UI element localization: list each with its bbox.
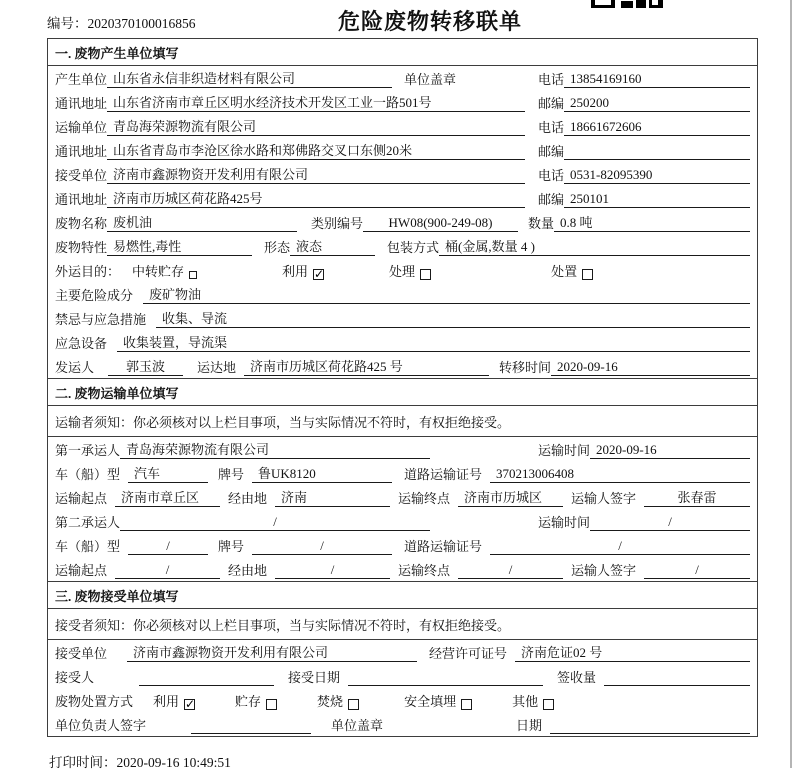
- transport-time1-label: 运输时间: [538, 443, 591, 458]
- transporter-row: [48, 114, 757, 138]
- destination-label: 运达地: [197, 360, 237, 375]
- waste-characteristics-row: [48, 234, 757, 258]
- via1-label: 经由地: [228, 491, 268, 506]
- producer-address-label: 通讯地址: [55, 96, 108, 111]
- plate1-label: 牌号: [218, 467, 245, 482]
- via1-value: 济南: [275, 490, 390, 507]
- producer-label: 产生单位: [55, 72, 108, 87]
- producer-postcode-label: 邮编: [538, 96, 565, 111]
- emergency-measures-row: [48, 306, 757, 330]
- purpose-liyong-checkbox-icon: [313, 269, 324, 280]
- disposal-method-row: [48, 688, 757, 712]
- permit-label: 经营许可证号: [429, 646, 508, 661]
- hazard-label: 主要危险成分: [55, 288, 134, 303]
- print-time-label: 打印时间：: [49, 755, 117, 770]
- acceptor-label: 接受人: [55, 670, 95, 685]
- transporter-label: 运输单位: [55, 120, 108, 135]
- carrier2-value: /: [120, 514, 430, 531]
- receipt-qty-label: 签收量: [557, 670, 597, 685]
- transporter-notice: 运输者须知：你必须核对以上栏目事项，当与实际情况不符时，有权拒绝接受。: [48, 406, 757, 437]
- receipt-qty-value: [604, 671, 750, 686]
- producer-row: [48, 66, 757, 90]
- receiver-postcode-label: 邮编: [538, 192, 565, 207]
- carrier2-label: 第二承运人: [55, 515, 121, 530]
- sign1-label: 运输人签字: [571, 491, 637, 506]
- purpose-zhongzhuan-checkbox-icon: [189, 271, 197, 279]
- disposal-option-qita: 其他: [512, 694, 539, 709]
- receiver-address-value: 济南市历城区荷花路425号: [107, 191, 525, 208]
- disposal-option-zhucun: 贮存: [235, 694, 262, 709]
- hazard-row: [48, 282, 757, 306]
- receiver-notice: 接受者须知：你必须核对以上栏目事项，当与实际情况不符时，有权拒绝接受。: [48, 609, 757, 640]
- date-label: 日期: [515, 718, 542, 733]
- producer-postcode-value: 250200: [564, 95, 750, 112]
- vehicle2-value: /: [128, 538, 208, 555]
- qr-block: [591, 0, 615, 8]
- characteristics-label: 废物特性: [55, 240, 108, 255]
- purpose-option-zhongzhuan: 中转贮存: [132, 264, 185, 279]
- manifest-form: [47, 38, 758, 737]
- accept-date-label: 接受日期: [288, 670, 341, 685]
- accept-date-value: [348, 671, 543, 686]
- dest2-value: /: [458, 562, 563, 579]
- license2-value: /: [490, 538, 750, 555]
- disposal-liyong-checkbox-icon: [184, 699, 195, 710]
- license1-label: 道路运输证号: [404, 467, 483, 482]
- qr-block: [621, 1, 633, 8]
- page-edge-divider: [790, 0, 792, 768]
- purpose-chuzhi-checkbox-icon: [582, 269, 593, 280]
- page-title: 危险废物转移联单: [337, 9, 522, 34]
- consignor-row: [48, 354, 757, 378]
- carrier1-value: 青岛海荣源物流有限公司: [120, 442, 430, 459]
- serial-value: 2020370100016856: [87, 16, 196, 31]
- vehicle1-label: 车（船）型: [55, 467, 121, 482]
- route1-row: [48, 485, 757, 509]
- packaging-label: 包装方式: [387, 240, 440, 255]
- disposal-option-fenshao: 焚烧: [317, 694, 344, 709]
- receiver-address-row: [48, 186, 757, 210]
- quantity-label: 数量: [528, 216, 555, 231]
- equipment-label: 应急设备: [55, 336, 108, 351]
- producer-phone-label: 电话: [538, 72, 565, 87]
- dest2-label: 运输终点: [398, 563, 451, 578]
- transport-time2-value: /: [590, 514, 750, 531]
- sign2-label: 运输人签字: [571, 563, 637, 578]
- disposal-label: 废物处置方式: [55, 694, 134, 709]
- packaging-value: 桶(金属,数量 4 ): [439, 239, 750, 256]
- section1-title: 一. 废物产生单位填写: [48, 39, 757, 66]
- form-value: 液态: [290, 239, 375, 256]
- waste-name-label: 废物名称: [55, 216, 108, 231]
- disposal-tianmai-checkbox-icon: [461, 699, 472, 710]
- origin1-label: 运输起点: [55, 491, 108, 506]
- manager-sign-row: [48, 712, 757, 736]
- carrier1-label: 第一承运人: [55, 443, 121, 458]
- sign2-value: /: [644, 562, 750, 579]
- transporter-address-value: 山东省青岛市李沧区徐水路和郑佛路交叉口东侧20米: [107, 143, 525, 160]
- disposal-qita-checkbox-icon: [543, 699, 554, 710]
- transporter-postcode-label: 邮编: [538, 144, 565, 159]
- carrier2-row: [48, 509, 757, 533]
- permit-value: 济南危证02 号: [515, 645, 750, 662]
- transporter-address-label: 通讯地址: [55, 144, 108, 159]
- purpose-label: 外运目的：: [55, 264, 121, 279]
- destination-value: 济南市历城区荷花路425 号: [244, 359, 489, 376]
- accept-unit-value: 济南市鑫源物资开发利用有限公司: [127, 645, 417, 662]
- license1-value: 370213006408: [490, 466, 750, 483]
- acceptor-value: [139, 671, 274, 686]
- waste-name-row: [48, 210, 757, 234]
- section3-title: 三. 废物接受单位填写: [48, 581, 757, 609]
- vehicle2-row: [48, 533, 757, 557]
- vehicle1-row: [48, 461, 757, 485]
- receiver-address-label: 通讯地址: [55, 192, 108, 207]
- plate2-value: /: [252, 538, 392, 555]
- dest1-value: 济南市历城区: [458, 490, 563, 507]
- purpose-option-chuli: 处理: [389, 264, 416, 279]
- receiver-postcode-value: 250101: [564, 191, 750, 208]
- accept-unit-row: [48, 640, 757, 664]
- equipment-value: 收集装置，导流渠: [117, 335, 750, 352]
- producer-address-value: 山东省济南市章丘区明水经济技术开发区工业一路501号: [107, 95, 525, 112]
- section2-title: 二. 废物运输单位填写: [48, 378, 757, 406]
- receiver-phone-label: 电话: [538, 168, 565, 183]
- vehicle1-value: 汽车: [128, 466, 208, 483]
- vehicle2-label: 车（船）型: [55, 539, 121, 554]
- purpose-option-chuzhi: 处置: [551, 264, 578, 279]
- receiver-value: 济南市鑫源物资开发利用有限公司: [107, 167, 525, 184]
- origin2-value: /: [115, 562, 220, 579]
- transporter-phone-label: 电话: [538, 120, 565, 135]
- transport-time2-label: 运输时间: [538, 515, 591, 530]
- manager-sign-label: 单位负责人签字: [55, 718, 147, 733]
- receiver-phone-value: 0531-82095390: [564, 167, 750, 184]
- plate1-value: 鲁UK8120: [252, 466, 392, 483]
- characteristics-value: 易燃性,毒性: [107, 239, 252, 256]
- disposal-option-tianmai: 安全填埋: [404, 694, 457, 709]
- manager-sign-value: [191, 719, 311, 734]
- license2-label: 道路运输证号: [404, 539, 483, 554]
- equipment-row: [48, 330, 757, 354]
- via2-label: 经由地: [228, 563, 268, 578]
- waste-name-value: 废机油: [107, 215, 297, 232]
- via2-value: /: [275, 562, 390, 579]
- dest1-label: 运输终点: [398, 491, 451, 506]
- disposal-fenshao-checkbox-icon: [348, 699, 359, 710]
- consignor-label: 发运人: [55, 360, 95, 375]
- acceptor-row: [48, 664, 757, 688]
- date-value: [550, 719, 750, 734]
- disposal-option-liyong: 利用: [153, 694, 180, 709]
- transporter-phone-value: 18661672606: [564, 119, 750, 136]
- carrier1-row: [48, 437, 757, 461]
- purpose-row: [48, 258, 757, 282]
- accept-unit-label: 接受单位: [55, 646, 108, 661]
- quantity-value: 0.8 吨: [554, 215, 750, 232]
- purpose-chuli-checkbox-icon: [420, 269, 431, 280]
- serial-label: 编号：: [47, 16, 88, 31]
- category-value: HW08(900-249-08): [363, 215, 518, 232]
- purpose-option-liyong: 利用: [282, 264, 309, 279]
- form-label: 形态: [264, 240, 291, 255]
- consignor-value: 郭玉波: [108, 359, 183, 376]
- category-label: 类别编号: [311, 216, 364, 231]
- qr-code-icon: [591, 0, 663, 8]
- producer-seal-label: 单位盖章: [404, 72, 457, 87]
- transporter-postcode-value: [564, 145, 750, 160]
- print-time-value: 2020-09-16 10:49:51: [116, 755, 231, 770]
- hazard-value: 废矿物油: [143, 287, 750, 304]
- transporter-value: 青岛海荣源物流有限公司: [107, 119, 525, 136]
- origin1-value: 济南市章丘区: [115, 490, 220, 507]
- route2-row: [48, 557, 757, 581]
- producer-value: 山东省永信非织造材料有限公司: [107, 71, 392, 88]
- sign1-value: 张春雷: [644, 490, 750, 507]
- qr-block: [649, 0, 663, 8]
- producer-address-row: [48, 90, 757, 114]
- disposal-zhucun-checkbox-icon: [266, 699, 277, 710]
- unit-seal-label: 单位盖章: [331, 718, 384, 733]
- origin2-label: 运输起点: [55, 563, 108, 578]
- emergency-label: 禁忌与应急措施: [55, 312, 147, 327]
- transporter-address-row: [48, 138, 757, 162]
- transport-time1-value: 2020-09-16: [590, 442, 750, 459]
- emergency-value: 收集、导流: [156, 311, 750, 328]
- producer-phone-value: 13854169160: [564, 71, 750, 88]
- plate2-label: 牌号: [218, 539, 245, 554]
- receiver-row: [48, 162, 757, 186]
- print-time-line: [49, 751, 231, 771]
- transfer-time-value: 2020-09-16: [551, 359, 750, 376]
- transfer-time-label: 转移时间: [499, 360, 552, 375]
- receiver-label: 接受单位: [55, 168, 108, 183]
- qr-block: [636, 0, 646, 8]
